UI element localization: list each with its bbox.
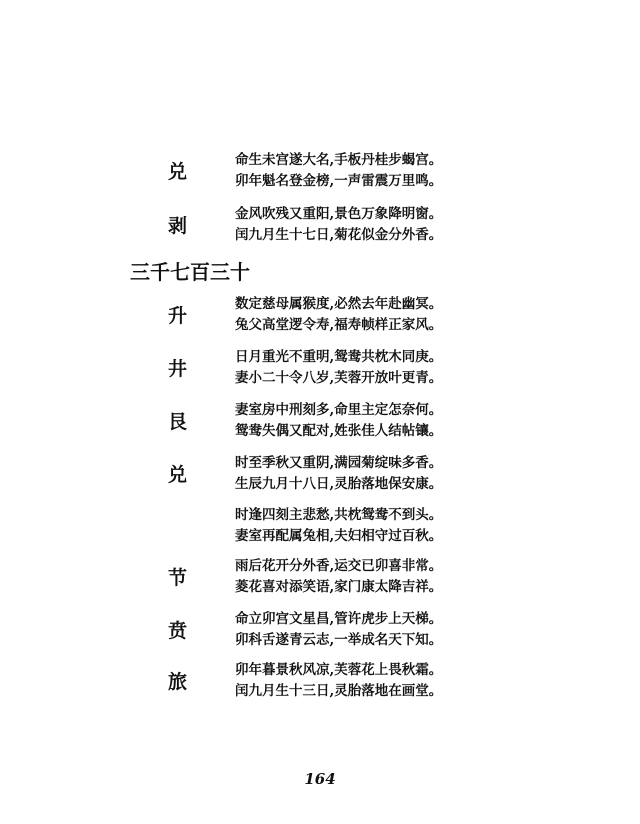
verse-line: 雨后花开分外香,运交已卯喜非常。	[235, 558, 443, 574]
verse-line: 数定慈母属猴度,必然去年赴幽冥。	[235, 296, 443, 312]
verse-line: 鸳鸯失偶又配对,姓张佳人结帖镶。	[235, 423, 443, 439]
trigram-label: 艮	[168, 411, 188, 433]
verse-line: 闰九月生十七日,菊花似金分外香。	[235, 227, 443, 243]
trigram-label: 节	[168, 567, 188, 589]
verse-text	[235, 150, 442, 192]
trigram-label: 兑	[168, 464, 188, 486]
verse-text	[235, 400, 442, 442]
verse-text	[235, 609, 442, 651]
trigram-label: 兑	[168, 161, 188, 183]
verse-entry	[0, 204, 640, 248]
verse-text	[235, 505, 442, 547]
verse-entry	[0, 347, 640, 391]
verse-line: 妻室再配属兔相,夫妇相守过百秋。	[235, 528, 443, 544]
verse-entry	[0, 294, 640, 338]
verse-line: 闰九月生十三日,灵胎落地在画堂。	[235, 683, 443, 699]
verse-text	[235, 204, 442, 246]
verse-line: 兔父高堂逻令寿,福寿帧样正家风。	[235, 317, 443, 333]
verse-text	[235, 347, 442, 389]
verse-line: 生辰九月十八日,灵胎落地保安康。	[235, 476, 443, 492]
trigram-label: 剥	[168, 215, 188, 237]
verse-line: 菱花喜对添笑语,家门康太降吉祥。	[235, 579, 443, 595]
trigram-label: 旅	[168, 671, 188, 693]
verse-entry	[0, 150, 640, 194]
verse-entry	[0, 505, 640, 549]
verse-text	[235, 660, 442, 702]
verse-text	[235, 453, 442, 495]
trigram-label: 贲	[168, 620, 188, 642]
verse-entry	[0, 609, 640, 653]
verse-line: 妻室房中刑刻多,命里主定怎奈何。	[235, 402, 443, 418]
trigram-label: 井	[168, 358, 188, 380]
page-number: 164	[304, 770, 336, 788]
verse-text	[235, 556, 442, 598]
verse-line: 命生未宫遂大名,手板丹桂步蝎宫。	[235, 152, 443, 168]
verse-line: 卯科舌遂青云志,一举成名天下知。	[235, 632, 443, 648]
verse-line: 命立卯宫文星昌,管许虎步上天梯。	[235, 611, 443, 627]
trigram-label: 升	[168, 305, 188, 327]
verse-line: 日月重光不重明,鸳鸯共枕木同庚。	[235, 349, 443, 365]
verse-text	[235, 294, 442, 336]
verse-line: 妻小二十令八岁,芙蓉开放叶更青。	[235, 370, 443, 386]
verse-entry	[0, 556, 640, 600]
verse-entry	[0, 400, 640, 444]
verse-entry	[0, 453, 640, 497]
verse-line: 时至季秋又重阴,满园菊绽味多香。	[235, 455, 443, 471]
section-heading: 三千七百三十	[130, 260, 250, 284]
verse-line: 卯年魁名登金榜,一声雷震万里鸣。	[235, 173, 443, 189]
verse-line: 金风吹残又重阳,景色万象降明窗。	[235, 206, 443, 222]
verse-entry	[0, 660, 640, 704]
verse-line: 卯年暮景秋风凉,芙蓉花上畏秋霜。	[235, 662, 443, 678]
verse-line: 时逢四刻主悲愁,共枕鸳鸯不到头。	[235, 507, 443, 523]
